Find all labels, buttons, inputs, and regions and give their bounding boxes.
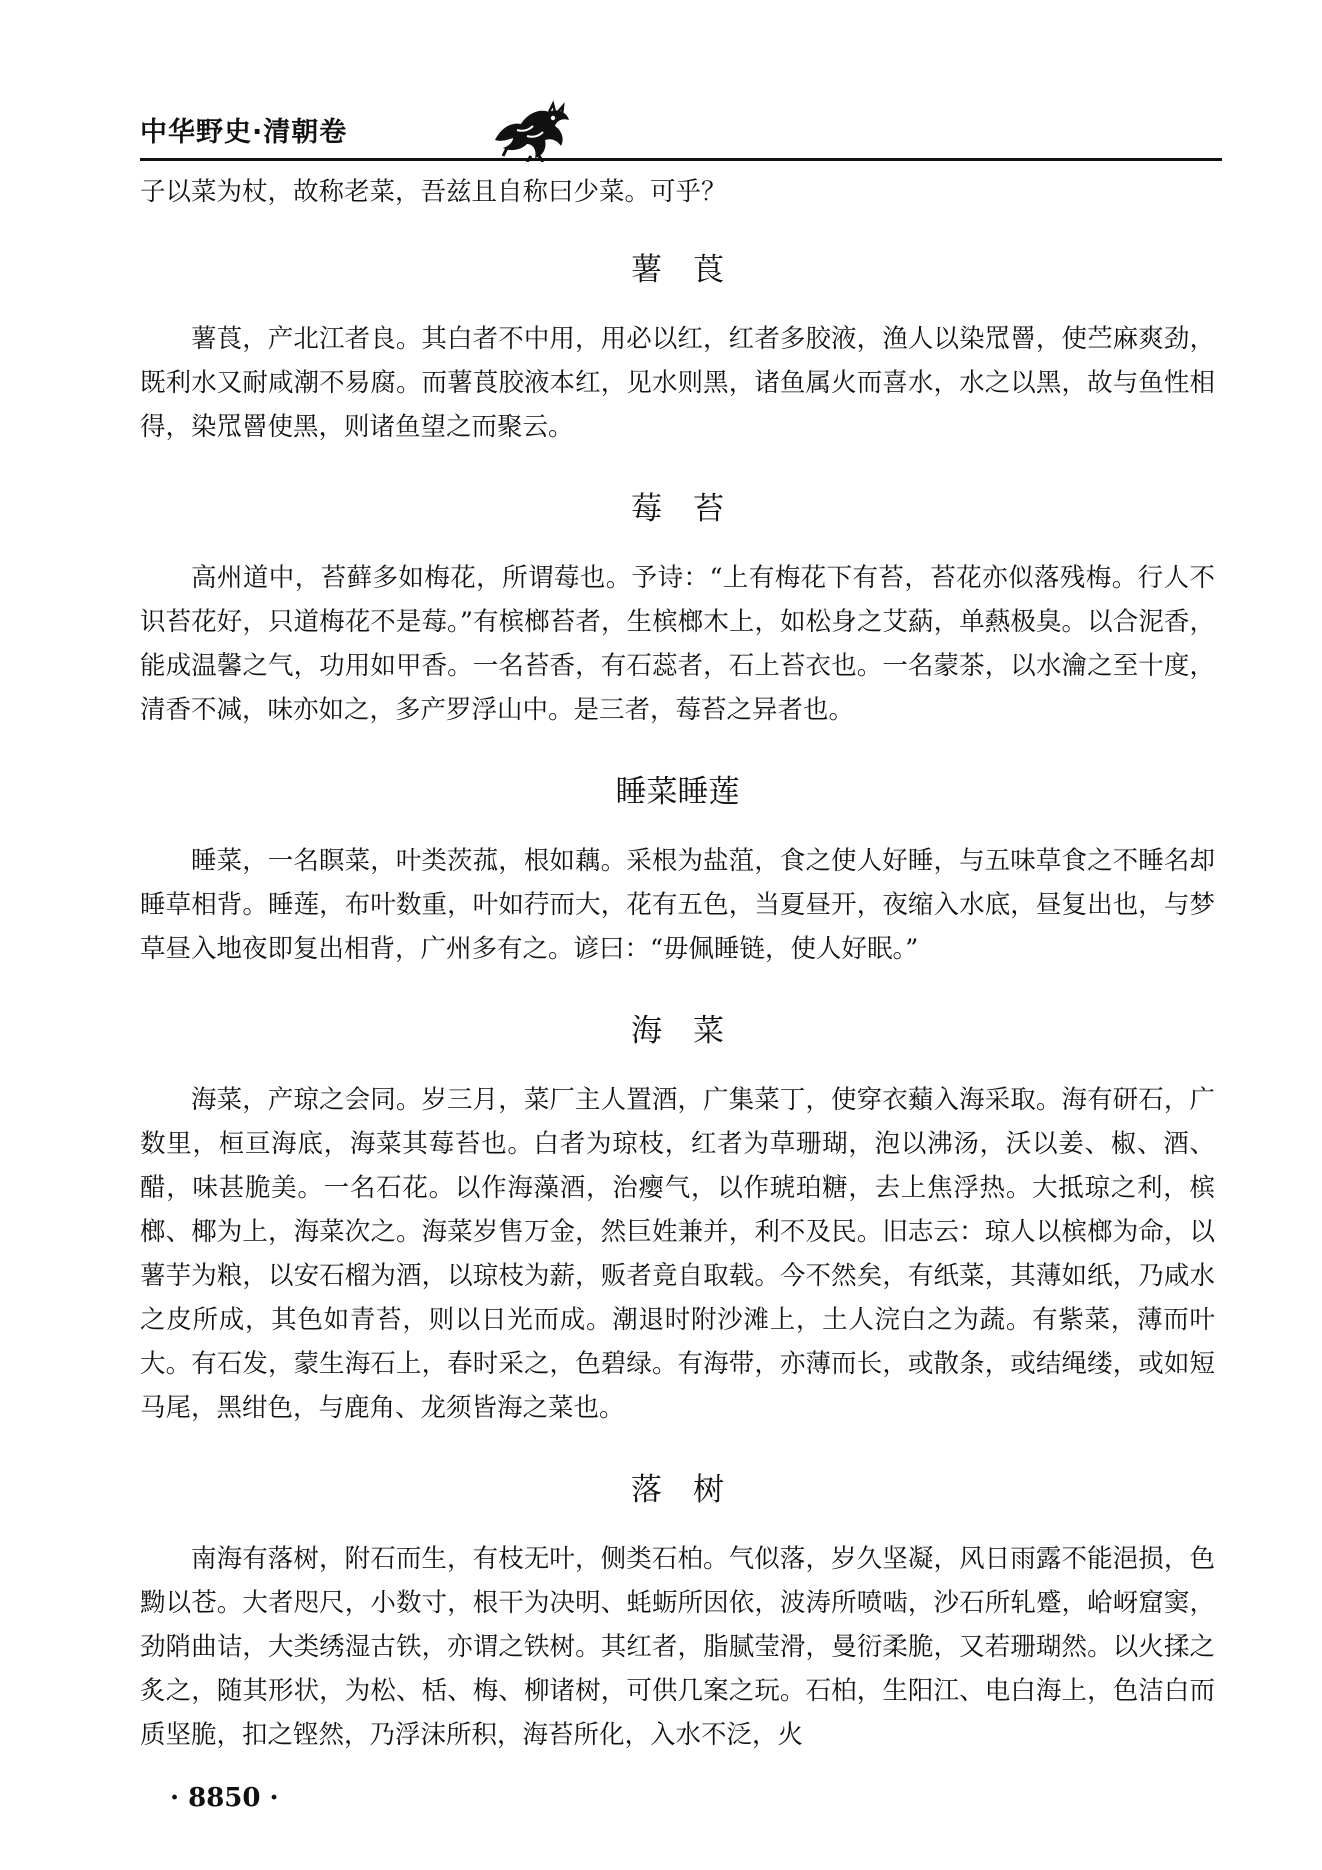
section-paragraph: 睡菜，一名瞑菜，叶类茨菰，根如藕。采根为盐菹，食之使人好睡，与五味草食之不睡名却睡草相背。睡莲，布叶数重，叶如荇而大，花有五色，当夏昼开，夜缩入水底，昼复出也，与梦草昼入地夜即复出相背，广州多有之。谚曰：“毋佩睡链，使人好眠。” — [140, 846, 1215, 964]
section-heading: 海 菜 — [631, 1013, 724, 1049]
section-heading: 莓 苔 — [631, 491, 724, 527]
section-heading: 落 树 — [631, 1472, 724, 1508]
book-title: 中华野史·清朝卷 — [140, 117, 348, 148]
section-paragraph: 海菜，产琼之会同。岁三月，菜厂主人置酒，广集菜丁，使穿衣蘱入海采取。海有研石，广数里，桓亘海底，海菜其莓苔也。白者为琼枝，红者为草珊瑚，泡以沸汤，沃以姜、椒、酒、醋，味甚脆美。一名石花。以作海藻酒，治瘿气，以作琥珀糖，去上焦浮热。大抵琼之利，槟榔、椰为上，海菜次之。海菜岁售万金，然巨姓兼并，利不及民。旧志云：琼人以槟榔为命，以薯芋为粮，以安石榴为酒，以琼枝为薪，贩者竟自取载。今不然矣，有纸菜，其薄如纸，乃咸水之皮所成，其色如青苔，则以日光而成。潮退时附沙滩上，土人浣白之为蔬。有紫菜，薄而叶大。有石发，蒙生海石上，春时采之，色碧绿。有海带，亦薄而长，或散条，或结绳缕，或如短马尾，黑绀色，与鹿角、龙须皆海之菜也。 — [140, 1085, 1215, 1423]
page-body — [140, 170, 1215, 1757]
header-rule — [140, 158, 1222, 161]
section-paragraph: 南海有落树，附石而生，有枝无叶，侧类石柏。气似落，岁久坚凝，风日雨露不能浥损，色黝以苍。大者咫尺，小数寸，根干为决明、蚝蛎所因依，波涛所喷啮，沙石所轧蹙，峆岈窟窦，劲陗曲诘，大类绣湿古铁，亦谓之铁树。其红者，脂腻莹滑，曼衍柔脆，又若珊瑚然。以火揉之炙之，随其形状，为松、栝、梅、柳诸树，可供几案之玩。石柏，生阳江、电白海上，色洁白而质坚脆，扣之铿然，乃浮沫所积，海苔所化，入水不泛，火 — [140, 1544, 1215, 1750]
section-heading: 睡菜睡莲 — [615, 774, 740, 810]
section-paragraph: 薯莨，产北江者良。其白者不中用，用必以红，红者多胶液，渔人以染罛罾，使苎麻爽劲，既利水又耐咸潮不易腐。而薯莨胶液本红，见水则黑，诸鱼属火而喜水，水之以黑，故与鱼性相得，染罛罾使黑，则诸鱼望之而聚云。 — [140, 324, 1215, 442]
dragon-emblem-icon — [487, 100, 577, 162]
section-heading: 薯 莨 — [631, 252, 724, 288]
running-header — [140, 100, 1222, 170]
section-paragraph: 高州道中，苔藓多如梅花，所谓莓也。予诗：“上有梅花下有苔，苔花亦似落残梅。行人不识苔花好，只道梅花不是莓。”有槟榔苔者，生槟榔木上，如松身之艾蒳，单爇极臭。以合泥香，能成温馨之气，功用如甲香。一名苔香，有石蕊者，石上苔衣也。一名蒙茶，以水瀹之至十度，清香不减，味亦如之，多产罗浮山中。是三者，莓苔之异者也。 — [140, 563, 1215, 725]
page-number: · 8850 · — [170, 1783, 279, 1813]
continuation-paragraph: 子以菜为杖，故称老菜，吾兹且自称曰少菜。可乎？ — [140, 177, 727, 207]
